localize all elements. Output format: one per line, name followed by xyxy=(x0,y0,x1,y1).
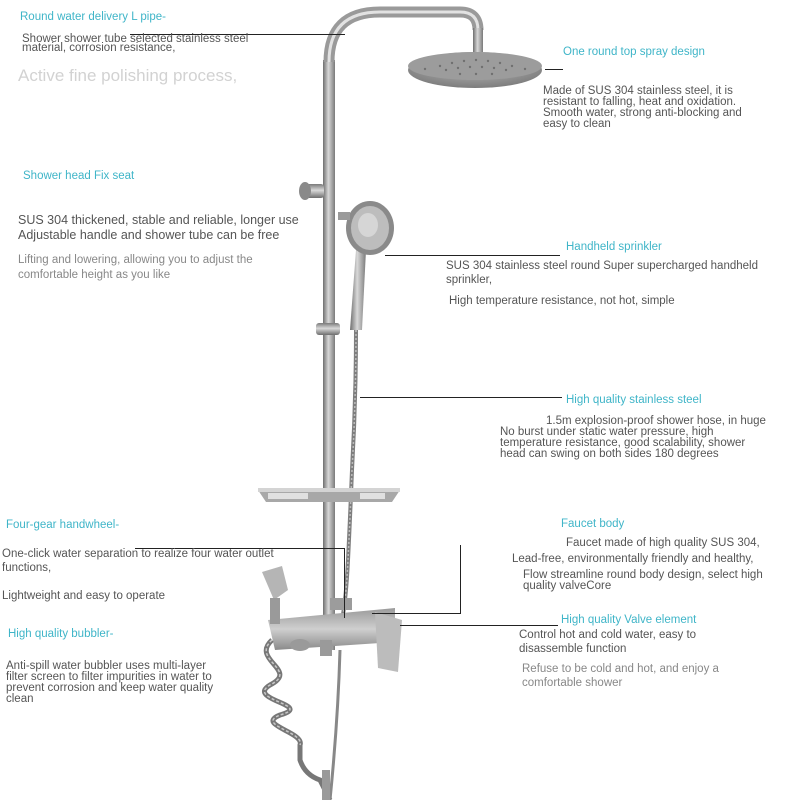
callout-steel-line: temperature resistance, good scalability, shower xyxy=(500,437,746,449)
callout-handwheel-line: functions, xyxy=(2,562,52,574)
callout-handheld-line: SUS 304 stainless steel round Super supercharged handheld xyxy=(446,260,758,272)
callout-fixseat-line: Adjustable handle and shower tube can be free xyxy=(18,228,280,242)
callout-valve-line: Control hot and cold water, easy to xyxy=(519,629,697,641)
callout-topspray-line: resistant to falling, heat and oxidation. xyxy=(543,96,737,108)
callout-handwheel-line: One-click water separation to realize four water outlet xyxy=(2,548,274,560)
callout-bubbler-title: High quality bubbler- xyxy=(8,628,114,640)
leader-line-topspray xyxy=(545,69,563,70)
shower-riser-pipe xyxy=(323,60,335,650)
callout-lpipe-line1: Shower shower tube selected stainless steel xyxy=(22,33,249,45)
callout-handwheel-title: Four-gear handwheel- xyxy=(6,519,120,531)
leader-line-valve xyxy=(400,625,558,626)
callout-handheld-title: Handheld sprinkler xyxy=(566,241,662,253)
callout-faucet-line: quality valveCore xyxy=(523,580,612,592)
callout-handheld-line3: High temperature resistance, not hot, simple xyxy=(449,295,675,307)
callout-lpipe-title: Round water delivery L pipe- xyxy=(20,11,166,23)
leader-line-faucet-h xyxy=(372,613,461,614)
callout-valve-line2: comfortable shower xyxy=(522,677,623,689)
shower-head-fix-seat xyxy=(316,323,340,335)
callout-valve-line: disassemble function xyxy=(519,643,627,655)
handheld-sprinkler-icon xyxy=(350,250,366,330)
callout-steel-line: head can swing on both sides 180 degrees xyxy=(500,448,719,460)
callout-fixseat-title: Shower head Fix seat xyxy=(23,170,135,182)
leader-line-steel xyxy=(360,397,562,398)
callout-bubbler-line: Anti-spill water bubbler uses multi-layer xyxy=(6,660,207,672)
callout-fixseat-line2: comfortable height as you like xyxy=(18,269,171,281)
callout-fixseat-line2: Lifting and lowering, allowing you to adjust the xyxy=(18,254,253,266)
bidet-sprayer-icon xyxy=(262,566,288,600)
coiled-hose xyxy=(264,640,330,800)
valve-handle xyxy=(375,612,402,672)
callout-lpipe-line2: material, corrosion resistance, xyxy=(22,42,176,54)
callout-topspray-title: One round top spray design xyxy=(563,46,705,58)
callout-faucet-title: Faucet body xyxy=(561,518,625,530)
callout-handheld-line: sprinkler, xyxy=(446,274,493,286)
leader-line-handheld xyxy=(385,255,560,256)
callout-steel-title: High quality stainless steel xyxy=(566,394,702,406)
callout-bubbler-line: prevent corrosion and keep water quality xyxy=(6,682,214,694)
leader-line-faucet xyxy=(460,545,461,613)
callout-faucet-line2: Lead-free, environmentally friendly and healthy, xyxy=(512,553,754,565)
callout-topspray-line: Made of SUS 304 stainless steel, it is xyxy=(543,85,733,97)
bubbler-spout xyxy=(320,640,332,656)
callout-bubbler-line: clean xyxy=(6,693,34,705)
callout-faucet-line1: Faucet made of high quality SUS 304, xyxy=(566,537,760,549)
callout-valve-line2: Refuse to be cold and hot, and enjoy a xyxy=(522,663,719,675)
callout-steel-line: No burst under static water pressure, high xyxy=(500,426,714,438)
callout-valve-title: High quality Valve element xyxy=(561,614,697,626)
callout-faucet-line: Flow streamline round body design, select high xyxy=(523,569,763,581)
callout-topspray-line: Smooth water, strong anti-blocking and xyxy=(543,107,742,119)
callout-lpipe-line3: Active fine polishing process, xyxy=(18,66,238,85)
four-gear-handwheel xyxy=(290,639,310,651)
leader-line-handwheel-drop xyxy=(344,548,345,618)
callout-steel-line1: 1.5m explosion-proof shower hose, in huge xyxy=(546,415,766,427)
callout-handwheel-line3: Lightweight and easy to operate xyxy=(2,590,166,602)
callout-bubbler-line: filter screen to filter impurities in water to xyxy=(6,671,212,683)
callout-topspray-line: easy to clean xyxy=(543,118,611,130)
callout-fixseat-line: SUS 304 thickened, stable and reliable, longer use xyxy=(18,213,299,227)
